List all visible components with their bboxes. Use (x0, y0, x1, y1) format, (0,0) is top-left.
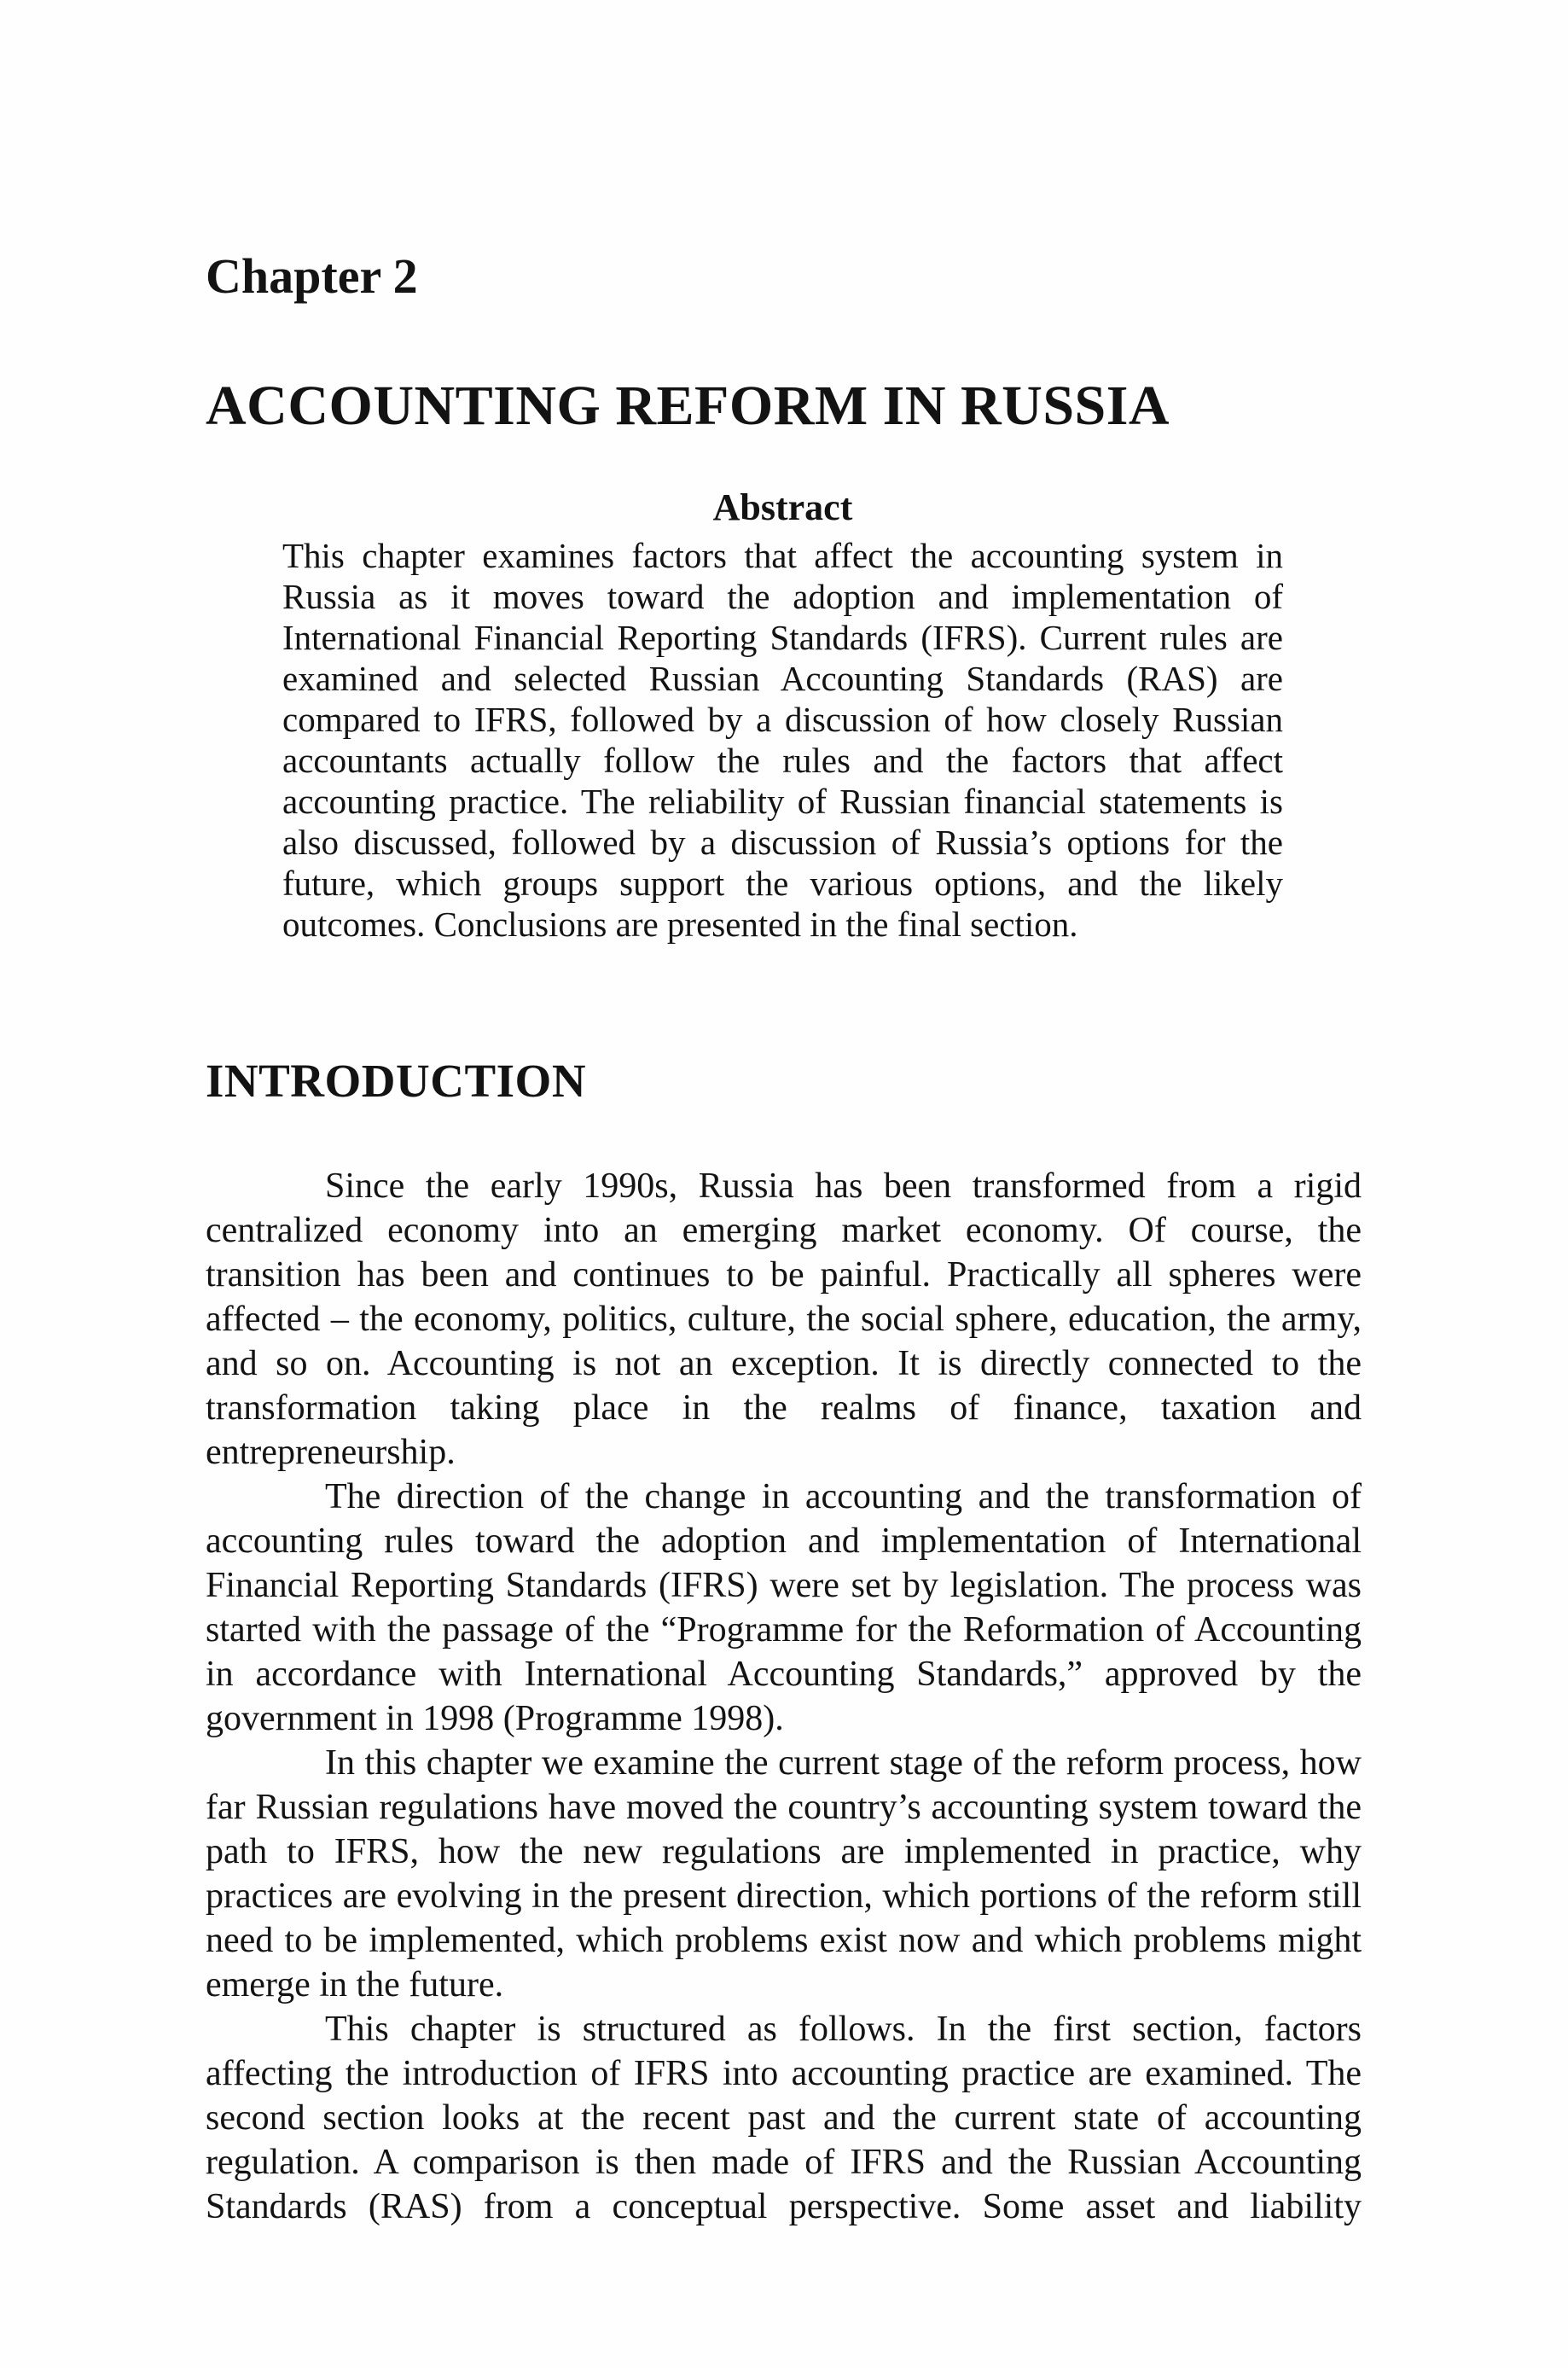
paragraph: This chapter is structured as follows. In the first section, factors affecting the introduction of IFRS into accounting practice are examined. The second section looks at the recent past and the current state of accounting regulation. A comparison is then made of IFRS and the Russian Accounting Standards (RAS) from a conceptual perspective. Some asset and liability (206, 2010, 1362, 2227)
paragraph: The direction of the change in accounting and the transformation of accounting rules toward the adoption and implementation of International Financial Reporting Standards (IFRS) were set by legislation. The process was started with the passage of the “Programme for the Reformation of Accounting in accordance with International Accounting Standards,” approved by the government in 1998 (Programme 1998). (206, 1477, 1362, 1739)
introduction-body (206, 1164, 1362, 2229)
section-heading-introduction: INTRODUCTION (206, 1055, 587, 1108)
paragraph: In this chapter we examine the current stage of the reform process, how far Russian regulations have moved the country’s accounting system toward the path to IFRS, how the new regulations are implemented in practice, why practices are evolving in the present direction, which portions of the reform still need to be implemented, which problems exist now and which problems might emerge in the future. (206, 1743, 1362, 2005)
chapter-label: Chapter 2 (206, 248, 418, 304)
abstract-text: This chapter examines factors that affect the accounting system in Russia as it moves toward the adoption and implementation of International Financial Reporting Standards (IFRS). Current rules are examined and selected Russian Accounting Standards (RAS) are compared to IFRS, followed by a discussion of how closely Russian accountants actually follow the rules and the factors that affect accounting practice. The reliability of Russian financial statements is also discussed, followed by a discussion of Russia’s options for the future, which groups support the various options, and the likely outcomes. Conclusions are presented in the final section. (282, 536, 1283, 945)
abstract-block (282, 487, 1283, 945)
paragraph: Since the early 1990s, Russia has been transformed from a rigid centralized economy into an emerging market economy. Of course, the transition has been and continues to be painful. Practically all spheres were affected – the economy, politics, culture, the social sphere, education, the army, and so on. Accounting is not an exception. It is directly connected to the transformation taking place in the realms of finance, taxation and entrepreneurship. (206, 1167, 1362, 1473)
abstract-heading: Abstract (712, 486, 853, 528)
page-title: ACCOUNTING REFORM IN RUSSIA (206, 375, 1170, 437)
page-content (206, 248, 1362, 2229)
